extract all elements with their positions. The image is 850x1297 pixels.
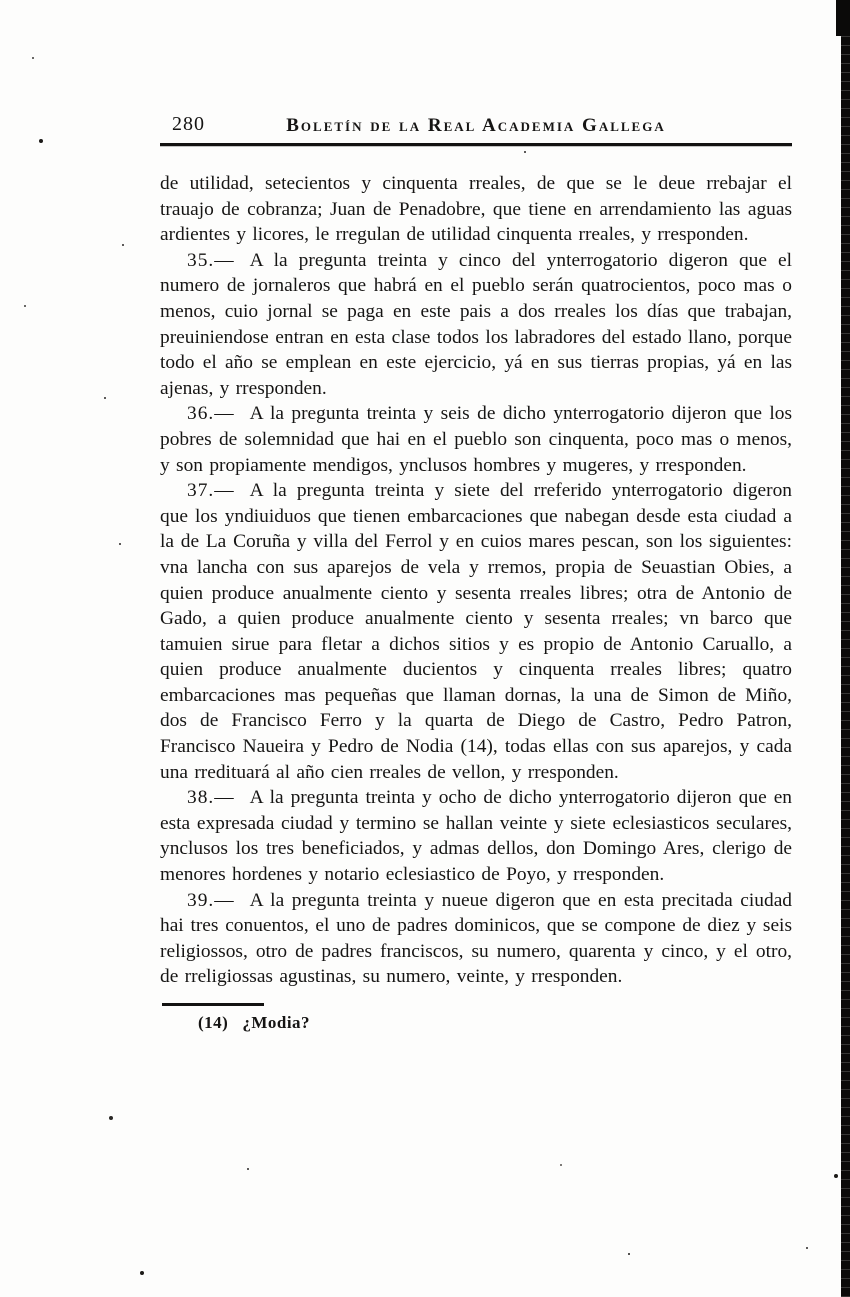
paragraph bbox=[160, 171, 792, 248]
paragraph-text: A la pregunta treinta y siete del rreferido ynterrogatorio digeron que los yndiuiduos que tienen embarcaciones que nabegan desde esta ciudad a la de La Coruña y villa del Ferrol y en cuios mares pescan, son los siguientes: vna lancha con sus aparejos de vela y rremos, propia de Seuastian Obies, a quien produce anualmente ciento y sesenta rreales libres; otra de Antonio de Gado, a quien produce anualmente ciento y sesenta rreales; vn barco que tamuien sirue para fletar a dichos sitios y es propio de Antonio Caruallo, a quien produce anualmente ducientos y cinquenta rreales libres; quatro embarcaciones mas pequeñas que llaman dornas, la una de Simon de Miño, dos de Francisco Ferro y la quarta de Diego de Castro, Pedro Patron, Francisco Naueira y Pedro de Nodia (14), todas ellas con sus aparejos, y cada una rredituará al año cien rreales de vellon, y rresponden. bbox=[160, 480, 792, 783]
scan-noise bbox=[0, 0, 2, 2]
paragraph-text: de utilidad, setecientos y cinquenta rreales, de que se le deue rrebajar el trauajo de cobranza; Juan de Penadobre, que tiene en arrendamiento las aguas ardientes y licores, le rregulan de utilidad cinquenta rreales, y rresponden. bbox=[160, 173, 792, 246]
paragraph-number: 36.— bbox=[187, 403, 235, 425]
paragraph bbox=[160, 478, 792, 785]
paragraph-number: 38.— bbox=[187, 787, 235, 809]
journal-title: Boletín de la Real Academia Gallega bbox=[286, 115, 666, 136]
footnote-rule bbox=[162, 1003, 264, 1006]
paragraph-text: A la pregunta treinta y nueue digeron que en esta precitada ciudad hai tres conuentos, el uno de padres dominicos, que se compone de diez y seis religiossos, otro de padres franciscos, su numero, quarenta y cinco, y el otro, de rreligiossas agustinas, su numero, veinte, y rresponden. bbox=[160, 889, 792, 988]
paragraph-text: A la pregunta treinta y seis de dicho ynterrogatorio dijeron que los pobres de solemnidad que hai en el pueblo son cinquenta, poco mas o menos, y son propiamente mendigos, ynclusos hombres y mugeres, y rresponden. bbox=[160, 403, 792, 476]
paragraph bbox=[160, 248, 792, 402]
page-number: 280 bbox=[172, 113, 205, 135]
page-body bbox=[160, 171, 792, 990]
paragraph-number: 39.— bbox=[187, 889, 235, 911]
scan-edge-artifact bbox=[841, 0, 850, 1297]
paragraph bbox=[160, 401, 792, 478]
paragraph-number: 37.— bbox=[187, 480, 235, 502]
footnote-text: ¿Modia? bbox=[242, 1013, 311, 1032]
paragraph-text: A la pregunta treinta y cinco del ynterrogatorio digeron que el numero de jornaleros que habrá en el pueblo serán quatrocientos, poco mas o menos, cuio jornal se paga en este pais a dos rreales los días que trabajan, preuiniendose entran en esta clase todos los labradores del estado llano, porque todo el año se emplean en este ejercicio, yá en sus tierras propias, yá en las ajenas, y rresponden. bbox=[160, 249, 792, 399]
paragraph bbox=[160, 785, 792, 887]
footnote-marker: (14) bbox=[198, 1013, 229, 1032]
text-block bbox=[160, 112, 792, 1033]
paragraph bbox=[160, 888, 792, 990]
header-rule bbox=[160, 143, 792, 146]
footnote bbox=[198, 1013, 792, 1033]
paragraph-text: A la pregunta treinta y ocho de dicho ynterrogatorio dijeron que en esta expresada ciudad y termino se hallan veinte y siete eclesiasticos seculares, ynclusos los tres beneficiados, y admas dellos, don Domingo Ares, clerigo de menores hordenes y notario eclesiastico de Poyo, y rresponden. bbox=[160, 787, 792, 886]
page-header bbox=[160, 112, 792, 140]
paragraph-number: 35.— bbox=[187, 249, 235, 271]
scan-edge-top-artifact bbox=[836, 0, 850, 36]
